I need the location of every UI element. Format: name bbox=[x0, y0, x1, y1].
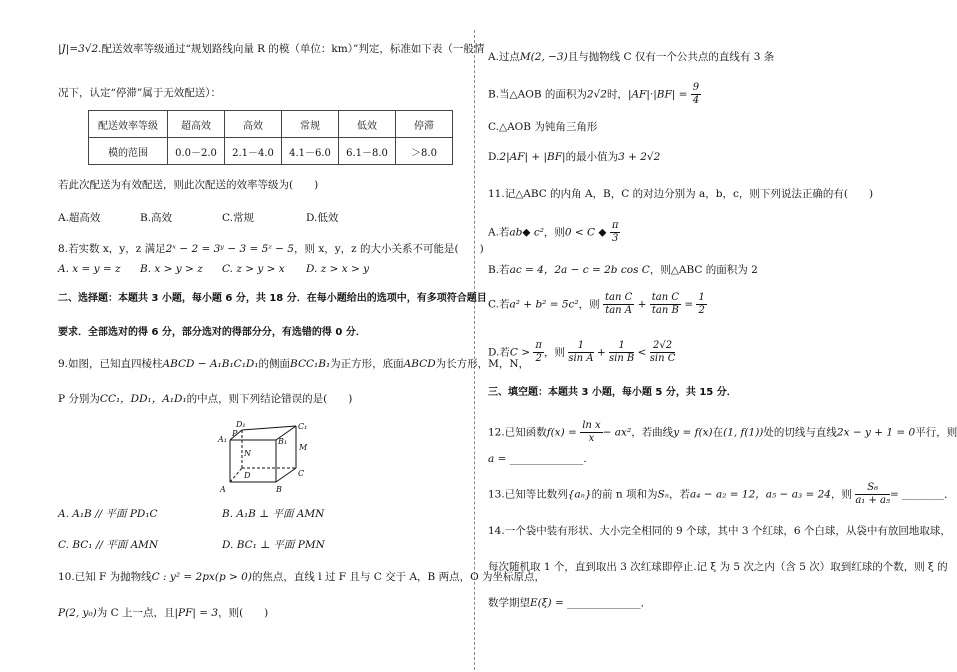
edge bbox=[242, 426, 296, 430]
q9-stem: 9.如图，已知直四棱柱ABCD − A₁B₁C₁D₁的侧面BCC₁B₁为正方形，底面ABCD为长方形，M，N， bbox=[58, 358, 530, 370]
q10-option-a[interactable]: A.过点M(2, −3)且与抛物线 C 仅有一个公共点的直线有 3 条 bbox=[488, 51, 775, 63]
fraction: $\frac{1}{\text{sin B}}$ bbox=[608, 340, 635, 364]
q9-option-d[interactable]: D. BC₁ ⊥ 平面 PMN bbox=[222, 539, 325, 551]
q11-option-b[interactable]: B.若ac = 4，2a − c = 2b cos C，则△ABC 的面积为 2 bbox=[488, 264, 758, 276]
fraction: $\frac{2√2}{\text{sin C}}$ bbox=[649, 340, 676, 364]
q14-stem-end: 数学期望E(ξ) = ______________． bbox=[488, 597, 652, 609]
q7-option-d[interactable]: D.低效 bbox=[306, 212, 339, 224]
q12-answer-blank[interactable]: a = ______________． bbox=[488, 453, 594, 465]
q9-option-b[interactable]: B. A₁B ⊥ 平面 AMN bbox=[222, 508, 325, 520]
fraction: $\frac{\pi}{3}$ bbox=[611, 220, 619, 244]
table-header: 低效 bbox=[339, 111, 396, 138]
table-header: 常规 bbox=[282, 111, 339, 138]
cube-label: C bbox=[298, 469, 305, 478]
q7-option-a[interactable]: A.超高效 bbox=[58, 212, 101, 224]
q11-option-c[interactable]: C.若a² + b² = 5c²，则 $\frac{\text{tan C}}{\text{tan A}}$ + $\frac{\text{tan C}}{\text{tan B}}$ = $\frac{1}{2}$ bbox=[488, 292, 705, 316]
q10-stem: 10.已知 F 为抛物线C : y² = 2px(p > 0)的焦点，直线 l 过 F 且与 C 交于 A，B 两点，O 为坐标原点， bbox=[58, 571, 546, 583]
table-header: 超高效 bbox=[168, 111, 225, 138]
fraction: $\frac{\text{tan C}}{\text{tan A}}$ bbox=[604, 292, 633, 316]
q8-option-c[interactable]: C. z > y > x bbox=[222, 263, 285, 275]
q8-option-d[interactable]: D. z > x > y bbox=[306, 263, 370, 275]
q14-answer-blank[interactable]: ______________． bbox=[563, 597, 652, 609]
q8-stem: 8.若实数 x，y，z 满足2ˣ − 2 = 3ʸ − 3 = 5ᶻ − 5，则 x，y，z 的大小关系不可能是( ) bbox=[58, 243, 484, 255]
q7-intro-line2: 况下，认定“停滞”属于无效配送）： bbox=[58, 87, 221, 99]
q14-stem: 14.一个袋中装有形状、大小完全相同的 9 个球，其中 3 个红球，6 个白球，从袋中有放回地取球， bbox=[488, 525, 951, 537]
q7-option-c[interactable]: C.常规 bbox=[222, 212, 254, 224]
cube-label: D bbox=[244, 471, 251, 480]
fraction: $\frac{\text{S₆}}{\text{a₁ + a₅}}$ bbox=[855, 482, 891, 506]
table-cell: 模的范围 bbox=[89, 138, 168, 165]
cube-label: C₁ bbox=[298, 422, 308, 431]
fraction: $\frac{1}{\text{sin A}}$ bbox=[568, 340, 594, 364]
q13-stem: 13.已知等比数列{aₙ}的前 n 项和为Sₙ，若a₄ − a₂ = 12，a₅ − a₃ = 24，则 $\frac{\text{S₆}}{\text{a₁ + a₅}}$ = ________． bbox=[488, 482, 955, 506]
q13-answer-blank[interactable]: = ________． bbox=[890, 488, 955, 501]
table-cell: 2.1－4.0 bbox=[225, 138, 282, 165]
q7-question: 若此次配送为有效配送，则此次配送的效率等级为( ) bbox=[58, 179, 319, 191]
table-header-row bbox=[89, 111, 453, 138]
q8-option-b[interactable]: B. x > y > z bbox=[140, 263, 203, 275]
cube-label: A bbox=[220, 485, 226, 494]
table-cell: 4.1－6.0 bbox=[282, 138, 339, 165]
cube-label: P bbox=[232, 429, 238, 438]
cube-label: B bbox=[276, 485, 282, 494]
fraction: $\frac{\text{tan C}}{\text{tan B}}$ bbox=[651, 292, 679, 316]
cube-label: N bbox=[244, 449, 251, 458]
q10-option-b[interactable]: B.当△AOB 的面积为2√2时，|AF|·|BF| = $\frac{9}{4}$ bbox=[488, 82, 700, 106]
q11-option-d[interactable]: D.若C > $\frac{\pi}{2}$ ，则 $\frac{1}{\text{sin A}}$ + $\frac{1}{\text{sin B}}$ < $\frac{2√2}{\text{sin C}}$ bbox=[488, 340, 676, 364]
table-cell: ＞8.0 bbox=[396, 138, 453, 165]
fraction: $\frac{\pi}{2}$ bbox=[535, 340, 542, 364]
q14-stem-cont: 每次随机取 1 个，直到取出 3 次红球即停止.记 ξ 为 5 次之内（含 5 次）取到红球的个数，则 ξ 的 bbox=[488, 561, 948, 573]
q9-option-a[interactable]: A. A₁B // 平面 PD₁C bbox=[58, 508, 158, 520]
cube-label: A₁ bbox=[218, 435, 227, 444]
fraction: $\frac{\text{ln x}}{x}$ bbox=[582, 420, 601, 444]
q7-intro-line: |J|=3√2.配送效率等级通过“规划路线向量 R 的模（单位：km）”判定，标准如下表（一般情 bbox=[58, 43, 485, 55]
table-row bbox=[89, 138, 453, 165]
fraction: $\frac{1}{2}$ bbox=[698, 292, 705, 316]
q8-option-a[interactable]: A. x = y = z bbox=[58, 263, 121, 275]
section3-heading: 三、填空题：本题共 3 小题，每小题 5 分，共 15 分． bbox=[488, 387, 737, 398]
edge bbox=[276, 468, 296, 482]
table-cell: 0.0－2.0 bbox=[168, 138, 225, 165]
q10-option-c[interactable]: C.△AOB 为钝角三角形 bbox=[488, 121, 598, 133]
prism-figure bbox=[210, 420, 320, 502]
hidden-edge bbox=[230, 468, 242, 482]
q9-option-c[interactable]: C. BC₁ // 平面 AMN bbox=[58, 539, 159, 551]
q9-stem-cont: P 分别为CC₁，DD₁，A₁D₁的中点，则下列结论错误的是( ) bbox=[58, 393, 353, 405]
q12-stem: 12.已知函数f(x) = $\frac{\text{ln x}}{x}$ − ax²，若曲线y = f(x)在(1, f(1))处的切线与直线2x − y + 1 = 0平行，则 bbox=[488, 420, 957, 444]
cube-label: D₁ bbox=[236, 420, 246, 429]
cube-label: B₁ bbox=[278, 437, 288, 446]
fraction: $\frac{9}{4}$ bbox=[692, 82, 700, 106]
q11-stem: 11.记△ABC 的内角 A，B，C 的对边分别为 a，b，c，则下列说法正确的有( ) bbox=[488, 188, 874, 200]
q10-stem-cont: P(2, y₀)为 C 上一点，且|PF| = 3，则( ) bbox=[58, 607, 269, 619]
section2-heading: 二、选择题：本题共 3 小题，每小题 6 分，共 18 分．在每小题给出的选项中，有多项符合题目 bbox=[58, 293, 487, 304]
table-header: 配送效率等级 bbox=[89, 111, 168, 138]
table-header: 高效 bbox=[225, 111, 282, 138]
q7-option-b[interactable]: B.高效 bbox=[140, 212, 173, 224]
efficiency-table bbox=[88, 110, 453, 165]
table-cell: 6.1－8.0 bbox=[339, 138, 396, 165]
q11-option-a[interactable]: A.若ab◆ c²，则0 < C ◆ $\frac{\pi}{3}$ bbox=[488, 220, 619, 244]
section2-heading-cont: 要求．全部选对的得 6 分，部分选对的得部分分，有选错的得 0 分． bbox=[58, 327, 366, 338]
table-header: 停滞 bbox=[396, 111, 453, 138]
cube-label: M bbox=[299, 443, 308, 452]
q10-option-d[interactable]: D.2|AF| + |BF|的最小值为3 + 2√2 bbox=[488, 151, 661, 163]
